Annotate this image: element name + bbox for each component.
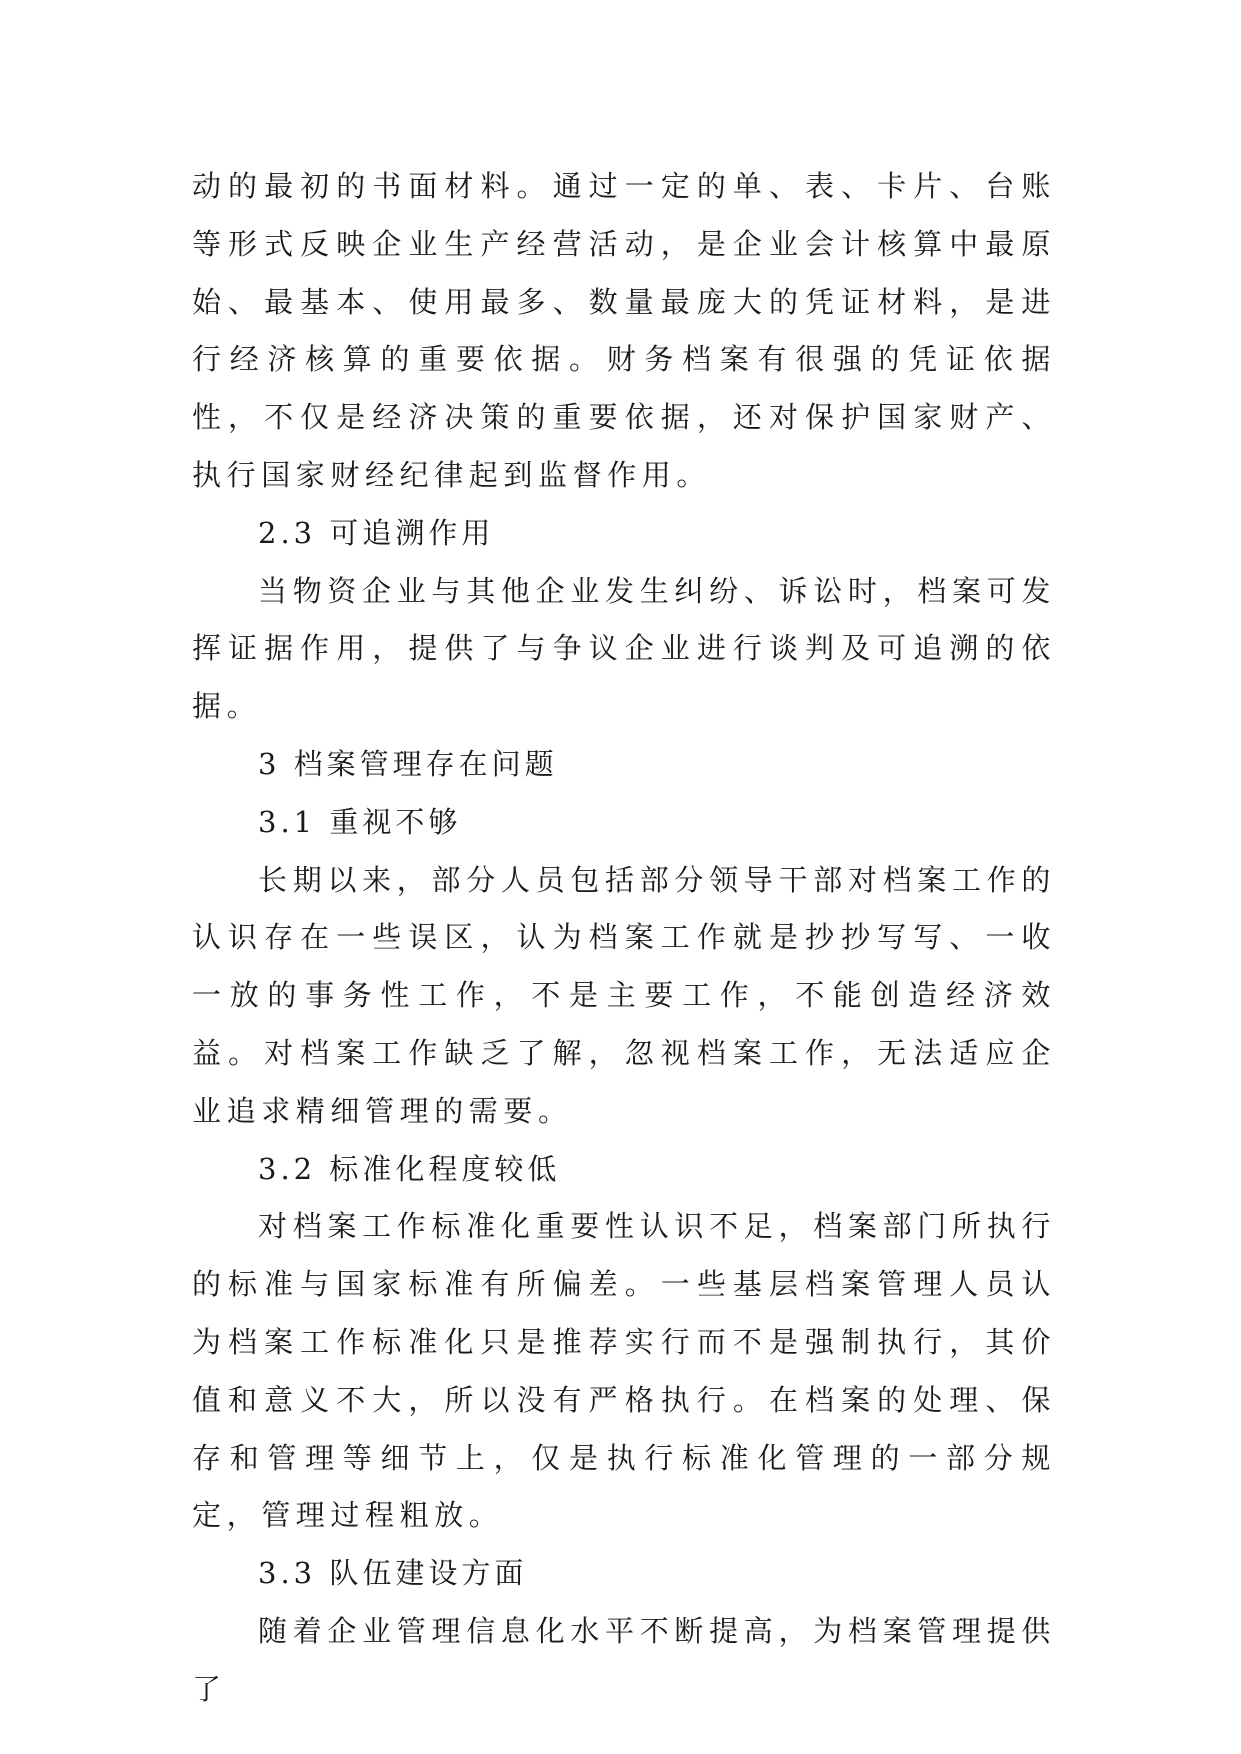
paragraph-insufficient-attention: 长期以来，部分人员包括部分领导干部对档案工作的认识存在一些误区，认为档案工作就是抄抄写写、一收一放的事务性工作，不是主要工作，不能创造经济效益。对档案工作缺乏了解，忽视档案工作，无法适应企业追求精细管理的需要。 bbox=[192, 862, 1056, 1128]
section-heading-3-2: 3.2 标准化程度较低 bbox=[258, 1151, 561, 1186]
section-heading-2-3: 2.3 可追溯作用 bbox=[258, 515, 495, 550]
document-body bbox=[192, 158, 1056, 1719]
section-heading-3-3: 3.3 队伍建设方面 bbox=[258, 1556, 528, 1591]
section-heading-3-1: 3.1 重视不够 bbox=[258, 804, 462, 839]
paragraph-financial-records: 动的最初的书面材料。通过一定的单、表、卡片、台账等形式反映企业生产经营活动，是企业会计核算中最原始、最基本、使用最多、数量最庞大的凭证材料，是进行经济核算的重要依据。财务档案有很强的凭证依据性，不仅是经济决策的重要依据，还对保护国家财产、执行国家财经纪律起到监督作用。 bbox=[192, 169, 1056, 492]
paragraph-standardization: 对档案工作标准化重要性认识不足，档案部门所执行的标准与国家标准有所偏差。一些基层档案管理人员认为档案工作标准化只是推荐实行而不是强制执行，其价值和意义不大，所以没有严格执行。在档案的处理、保存和管理等细节上，仅是执行标准化管理的一部分规定，管理过程粗放。 bbox=[192, 1209, 1056, 1533]
paragraph-traceability: 当物资企业与其他企业发生纠纷、诉讼时，档案可发挥证据作用，提供了与争议企业进行谈判及可追溯的依据。 bbox=[192, 573, 1056, 724]
section-heading-3: 3 档案管理存在问题 bbox=[258, 746, 558, 781]
paragraph-team-building: 随着企业管理信息化水平不断提高，为档案管理提供了 bbox=[192, 1613, 1056, 1706]
